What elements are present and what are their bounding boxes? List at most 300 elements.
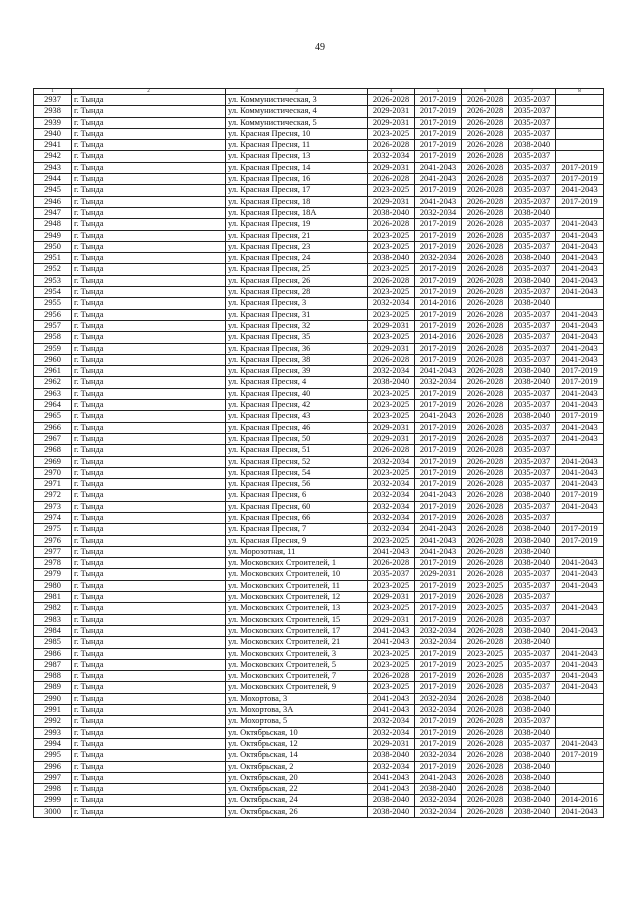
table-cell: 2989 [34,682,72,693]
table-cell: г. Тында [72,490,226,501]
table-cell: 2032-2034 [415,705,462,716]
table-cell: 2990 [34,693,72,704]
table-row [34,106,604,117]
table-cell: 2017-2019 [556,162,604,173]
table-cell: 2035-2037 [509,343,556,354]
table-cell: 2041-2043 [556,253,604,264]
table-row [34,614,604,625]
table-cell: 2041-2043 [556,241,604,252]
table-cell: 2041-2043 [415,162,462,173]
table-cell: г. Тында [72,716,226,727]
table-cell: ул. Красная Пресня, 66 [226,512,368,523]
table-cell: 2998 [34,784,72,795]
table-cell: ул. Красная Пресня, 36 [226,343,368,354]
table-cell: 2026-2028 [462,806,509,817]
address-schedule-table [33,88,604,818]
table-cell: ул. Московских Строителей, 21 [226,637,368,648]
table-cell: 2035-2037 [509,422,556,433]
table-cell: 2038-2040 [368,253,415,264]
table-cell: 2026-2028 [462,445,509,456]
table-cell: 2026-2028 [462,253,509,264]
table-cell: 2026-2028 [462,117,509,128]
table-cell: ул. Красная Пресня, 24 [226,253,368,264]
table-cell: 2017-2019 [415,671,462,682]
column-number: 7 [509,89,556,95]
table-cell: 2032-2034 [368,512,415,523]
table-cell: 2026-2028 [462,546,509,557]
table-cell: ул. Московских Строителей, 3 [226,648,368,659]
table-cell: 2026-2028 [462,332,509,343]
table-cell: 2969 [34,456,72,467]
table-cell: 2035-2037 [509,603,556,614]
table-cell: 2026-2028 [462,241,509,252]
table-cell: 2026-2028 [462,501,509,512]
table-cell: 2041-2043 [556,806,604,817]
table-cell: г. Тында [72,230,226,241]
table-cell: 2017-2019 [556,366,604,377]
table-cell: 2038-2040 [509,693,556,704]
table-cell: 2940 [34,128,72,139]
table-cell: 2035-2037 [509,174,556,185]
table-cell: ул. Красная Пресня, 13 [226,151,368,162]
table-cell: 2952 [34,264,72,275]
table-cell: ул. Октябрьская, 12 [226,738,368,749]
table-cell: г. Тында [72,727,226,738]
table-cell: 2937 [34,95,72,106]
table-cell: 2026-2028 [462,614,509,625]
table-cell: 2038-2040 [509,750,556,761]
table-cell: 2029-2031 [415,569,462,580]
table-cell: 2017-2019 [415,501,462,512]
table-row [34,422,604,433]
table-cell: 2023-2025 [368,682,415,693]
table-cell: 2038-2040 [509,535,556,546]
table-cell: 2017-2019 [556,524,604,535]
column-number: 1 [34,89,72,95]
column-number: 6 [462,89,509,95]
table-cell: 2970 [34,467,72,478]
table-cell: ул. Октябрьская, 14 [226,750,368,761]
table-cell: 2032-2034 [368,716,415,727]
table-cell: 2017-2019 [415,614,462,625]
table-cell: 2041-2043 [556,659,604,670]
table-cell: 2035-2037 [509,219,556,230]
table-cell: г. Тында [72,343,226,354]
table-cell: 2038-2040 [368,795,415,806]
table-cell: г. Тында [72,411,226,422]
table-cell: ул. Красная Пресня, 28 [226,287,368,298]
table-row [34,264,604,275]
table-cell: 2023-2025 [368,264,415,275]
table-cell: 2026-2028 [462,558,509,569]
table-cell: 2026-2028 [462,411,509,422]
table-cell: 2950 [34,241,72,252]
table-cell: 2035-2037 [509,287,556,298]
table-row [34,433,604,444]
table-cell: г. Тында [72,388,226,399]
table-cell: ул. Красная Пресня, 60 [226,501,368,512]
table-cell: 2026-2028 [462,287,509,298]
table-cell: 2984 [34,625,72,636]
table-cell: 2032-2034 [415,207,462,218]
table-cell: 2023-2025 [368,659,415,670]
table-cell: 2962 [34,377,72,388]
table-cell: ул. Октябрьская, 10 [226,727,368,738]
table-cell: 2026-2028 [462,535,509,546]
table-cell: ул. Московских Строителей, 10 [226,569,368,580]
table-cell: 2038-2040 [509,490,556,501]
table-row [34,343,604,354]
table-row [34,117,604,128]
table-cell: г. Тында [72,592,226,603]
table-cell: 2017-2019 [415,241,462,252]
table-cell: г. Тында [72,558,226,569]
table-row [34,512,604,523]
table-cell: 2026-2028 [462,738,509,749]
table-cell: 2041-2043 [415,772,462,783]
table-cell: 2026-2028 [462,490,509,501]
table-cell: 2041-2043 [556,467,604,478]
table-cell: 2029-2031 [368,614,415,625]
table-cell: г. Тында [72,772,226,783]
table-cell: 2942 [34,151,72,162]
table-cell: 2038-2040 [368,377,415,388]
table-cell: ул. Красная Пресня, 52 [226,456,368,467]
table-cell: 2026-2028 [462,761,509,772]
table-cell: 2960 [34,354,72,365]
table-cell: 2017-2019 [415,512,462,523]
table-cell: 2985 [34,637,72,648]
table-cell: 2017-2019 [415,388,462,399]
table-cell: ул. Московских Строителей, 5 [226,659,368,670]
table-cell: г. Тында [72,287,226,298]
table-cell: ул. Октябрьская, 20 [226,772,368,783]
table-cell [556,140,604,151]
table-cell: г. Тында [72,241,226,252]
table-cell: 2035-2037 [509,388,556,399]
table-cell: 2017-2019 [415,592,462,603]
table-cell: 2041-2043 [556,185,604,196]
table-cell: г. Тында [72,761,226,772]
table-cell: 2023-2025 [368,309,415,320]
table-cell: 2017-2019 [415,400,462,411]
table-cell: 2968 [34,445,72,456]
table-cell: 2981 [34,592,72,603]
table-cell: 2026-2028 [462,230,509,241]
table-cell: ул. Московских Строителей, 15 [226,614,368,625]
table-cell: 2026-2028 [462,128,509,139]
table-cell: 2041-2043 [556,625,604,636]
table-cell: 2023-2025 [368,241,415,252]
table-row [34,253,604,264]
table-cell: ул. Красная Пресня, 51 [226,445,368,456]
table-cell: ул. Мохортова, 3А [226,705,368,716]
table-row [34,354,604,365]
table-row [34,546,604,557]
table-cell: 2026-2028 [368,671,415,682]
table-cell: г. Тында [72,298,226,309]
table-cell: 2026-2028 [462,682,509,693]
table-cell: г. Тында [72,512,226,523]
table-cell: 2026-2028 [462,264,509,275]
table-cell: 2026-2028 [462,140,509,151]
table-cell [556,298,604,309]
table-cell: 2038-2040 [509,705,556,716]
table-cell: 2035-2037 [509,433,556,444]
table-cell: 2035-2037 [509,196,556,207]
table-row [34,400,604,411]
table-cell: 2038-2040 [509,140,556,151]
table-cell: 2041-2043 [415,174,462,185]
table-cell: ул. Красная Пресня, 21 [226,230,368,241]
table-cell: 2017-2019 [415,230,462,241]
table-cell: 2023-2025 [462,580,509,591]
table-cell: 2041-2043 [556,320,604,331]
table-cell: ул. Красная Пресня, 17 [226,185,368,196]
table-cell: 2038-2040 [509,795,556,806]
table-cell: 2026-2028 [462,309,509,320]
table-cell: 2017-2019 [415,354,462,365]
table-cell: 2023-2025 [368,411,415,422]
table-cell: г. Тында [72,253,226,264]
table-row [34,445,604,456]
table-cell: 2026-2028 [462,174,509,185]
table-row [34,501,604,512]
table-cell: 2965 [34,411,72,422]
table-cell: 2026-2028 [462,354,509,365]
table-cell: 2955 [34,298,72,309]
table-cell: г. Тында [72,693,226,704]
table-cell: 2038-2040 [509,625,556,636]
table-cell: г. Тында [72,95,226,106]
table-cell: 2026-2028 [462,400,509,411]
table-row [34,185,604,196]
table-cell: ул. Красная Пресня, 26 [226,275,368,286]
table-row [34,388,604,399]
table-cell: 2023-2025 [368,603,415,614]
table-cell: ул. Красная Пресня, 40 [226,388,368,399]
table-cell: 2026-2028 [462,671,509,682]
table-cell: 2023-2025 [368,648,415,659]
table-cell: 2966 [34,422,72,433]
table-row [34,456,604,467]
column-number: 5 [415,89,462,95]
table-cell: ул. Красная Пресня, 46 [226,422,368,433]
table-cell: 2973 [34,501,72,512]
table-cell: 2041-2043 [415,535,462,546]
table-cell: 2026-2028 [368,275,415,286]
table-cell: г. Тында [72,309,226,320]
table-cell: 2035-2037 [509,592,556,603]
table-cell: 2041-2043 [556,219,604,230]
table-cell: 2029-2031 [368,738,415,749]
table-cell [556,128,604,139]
table-cell: 2026-2028 [462,592,509,603]
table-cell: 2038-2040 [509,366,556,377]
table-cell: 2026-2028 [368,140,415,151]
table-cell: ул. Красная Пресня, 4 [226,377,368,388]
table-cell: г. Тында [72,738,226,749]
table-cell: 2026-2028 [368,558,415,569]
table-cell: ул. Красная Пресня, 31 [226,309,368,320]
table-cell: 2983 [34,614,72,625]
table-cell: ул. Красная Пресня, 54 [226,467,368,478]
table-cell: 2041-2043 [556,580,604,591]
table-cell: 2026-2028 [462,784,509,795]
table-cell: 2032-2034 [368,151,415,162]
table-cell: 2996 [34,761,72,772]
table-cell: 2017-2019 [556,750,604,761]
table-row [34,128,604,139]
table-cell: 2035-2037 [509,95,556,106]
table-row [34,377,604,388]
table-cell: 2017-2019 [415,659,462,670]
table-cell: ул. Красная Пресня, 50 [226,433,368,444]
table-cell: 2026-2028 [368,219,415,230]
table-cell: г. Тында [72,219,226,230]
table-cell: г. Тында [72,366,226,377]
table-cell: 2026-2028 [462,95,509,106]
table-cell: 2041-2043 [368,546,415,557]
table-cell: г. Тында [72,614,226,625]
table-cell: 2035-2037 [509,467,556,478]
table-row [34,738,604,749]
table-cell: 2029-2031 [368,196,415,207]
table-cell: 2944 [34,174,72,185]
table-cell [556,151,604,162]
table-cell: 2038-2040 [509,253,556,264]
table-cell: г. Тында [72,320,226,331]
table-cell: 2948 [34,219,72,230]
table-row [34,659,604,670]
table-cell: 2035-2037 [509,682,556,693]
table-row [34,558,604,569]
table-cell: 2993 [34,727,72,738]
table-cell: 2017-2019 [415,219,462,230]
table-cell [556,614,604,625]
table-cell: 2017-2019 [556,535,604,546]
table-cell: ул. Московских Строителей, 7 [226,671,368,682]
table-row [34,151,604,162]
table-cell: 2038-2040 [509,546,556,557]
table-cell: 2017-2019 [415,95,462,106]
table-cell: ул. Октябрьская, 2 [226,761,368,772]
table-cell: г. Тында [72,806,226,817]
table-cell: 2026-2028 [462,366,509,377]
table-cell: 2041-2043 [556,648,604,659]
table-cell: 2017-2019 [415,761,462,772]
table-cell: 2038-2040 [509,558,556,569]
table-cell: ул. Красная Пресня, 11 [226,140,368,151]
table-cell: 2041-2043 [556,287,604,298]
table-cell: 2026-2028 [462,219,509,230]
table-cell: 2032-2034 [368,298,415,309]
table-row [34,806,604,817]
table-cell: г. Тында [72,659,226,670]
table-row [34,637,604,648]
table-cell: 2023-2025 [368,400,415,411]
column-number: 8 [556,89,604,95]
table-cell: 2017-2019 [415,648,462,659]
table-cell: 2026-2028 [462,377,509,388]
table-cell: 2035-2037 [509,659,556,670]
table-cell: ул. Красная Пресня, 14 [226,162,368,173]
table-cell: г. Тында [72,445,226,456]
table-cell: 2017-2019 [415,128,462,139]
table-cell: 2017-2019 [415,467,462,478]
table-cell: 2014-2016 [415,298,462,309]
table-cell: 2017-2019 [415,309,462,320]
table-cell: 2038-2040 [368,806,415,817]
table-cell: 2947 [34,207,72,218]
table-cell: 2017-2019 [415,445,462,456]
table-cell: 2026-2028 [462,716,509,727]
table-cell: 2964 [34,400,72,411]
table-row [34,332,604,343]
table-cell: 2017-2019 [415,140,462,151]
table-cell: г. Тында [72,275,226,286]
table-cell: г. Тында [72,140,226,151]
table-row [34,309,604,320]
table-cell: г. Тында [72,524,226,535]
table-cell: 2041-2043 [556,388,604,399]
table-cell: ул. Красная Пресня, 56 [226,479,368,490]
table-cell: 2041-2043 [556,400,604,411]
table-cell: 2026-2028 [462,625,509,636]
table-cell: г. Тында [72,264,226,275]
table-cell: 2026-2028 [462,693,509,704]
table-cell: 2026-2028 [462,512,509,523]
table-cell: 2035-2037 [509,128,556,139]
table-cell: 2041-2043 [556,275,604,286]
table-cell: 2959 [34,343,72,354]
table-cell: 2026-2028 [462,705,509,716]
table-cell: 2026-2028 [462,343,509,354]
table-cell: 2035-2037 [509,106,556,117]
table-cell: 2041-2043 [556,343,604,354]
table-cell: 2032-2034 [415,253,462,264]
table-row [34,727,604,738]
table-cell: 2041-2043 [368,705,415,716]
table-cell: 2997 [34,772,72,783]
table-cell: ул. Красная Пресня, 3 [226,298,368,309]
table-cell: 2017-2019 [556,174,604,185]
table-cell: г. Тында [72,682,226,693]
table-cell: 2023-2025 [368,535,415,546]
table-cell: 2035-2037 [509,320,556,331]
table-cell: 2026-2028 [462,569,509,580]
table-cell: 2017-2019 [415,433,462,444]
table-cell: 2026-2028 [462,772,509,783]
table-row [34,682,604,693]
table-cell: ул. Красная Пресня, 35 [226,332,368,343]
table-cell: 2035-2037 [509,671,556,682]
table-cell: 2017-2019 [556,411,604,422]
table-cell: 2041-2043 [415,366,462,377]
table-cell: 2023-2025 [462,603,509,614]
table-cell: 2032-2034 [415,795,462,806]
table-cell: г. Тында [72,174,226,185]
table-row [34,366,604,377]
table-cell: 2038-2040 [509,806,556,817]
table-cell: 2017-2019 [415,727,462,738]
table-cell: 2017-2019 [415,603,462,614]
table-cell: 2017-2019 [556,490,604,501]
table-cell: 2032-2034 [415,693,462,704]
table-cell: 2023-2025 [368,287,415,298]
table-cell: 2041-2043 [556,422,604,433]
table-cell: 2956 [34,309,72,320]
